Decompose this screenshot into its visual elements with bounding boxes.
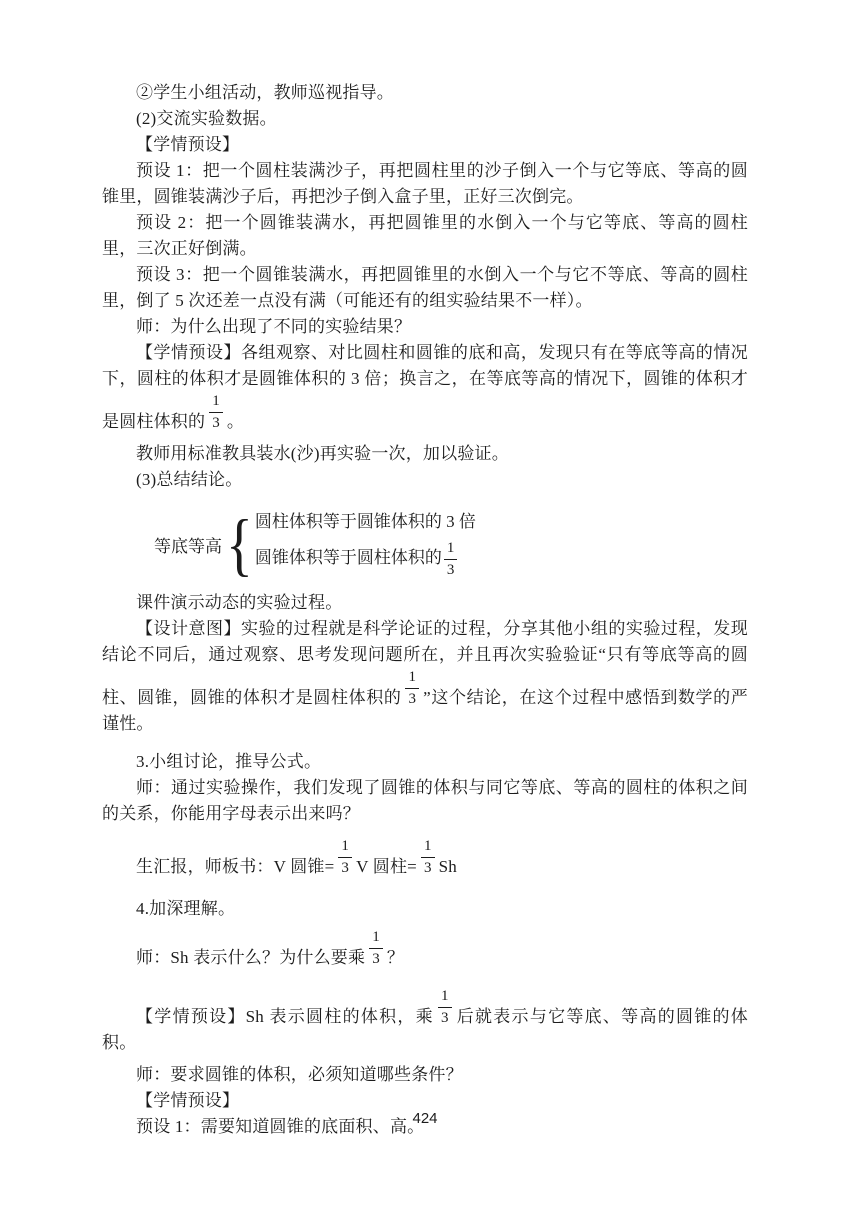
teacher-verify-note: 教师用标准教具装水(沙)再实验一次，加以验证。	[136, 444, 509, 463]
xueqing-analysis-text: 【学情预设】各组观察、对比圆柱和圆锥的底和高，发现只有在等底等高的情况下，圆柱的体积才是圆锥体积的 3 倍；换言之，在等底等高的情况下，圆锥的体积才是圆柱体积的	[102, 343, 748, 431]
brace-item-cone	[255, 539, 476, 580]
xueqing-sh-paragraph	[102, 987, 748, 1056]
yushe-conditions: 预设 1：需要知道圆锥的底面积、高。	[136, 1117, 425, 1136]
one-third-fraction: $\frac{1}{3}$	[369, 928, 383, 969]
design-intent-paragraph	[102, 616, 748, 737]
design-intent-text: 【设计意图】实验的过程就是科学论证的过程，分享其他小组的实验过程，发现结论不同后，通过观察、思考发现问题所在，并且再次实验验证“只有等底等高的圆柱、圆锥，圆锥的体积才是圆柱体积的	[102, 619, 748, 707]
teacher-question-results: 师：为什么出现了不同的实验结果？	[136, 317, 412, 336]
xueqing-label-2: 【学情预设】	[136, 1091, 240, 1110]
one-third-fraction: $\frac{1}{3}$	[421, 837, 435, 878]
brace-item-cylinder: 圆柱体积等于圆锥体积的 3 倍	[254, 512, 476, 531]
formula-line	[102, 837, 748, 880]
document-body	[102, 80, 748, 1140]
step-3-discussion: 3.小组讨论，推导公式。	[136, 752, 322, 771]
teacher-question-sh-mark: ？	[386, 948, 405, 967]
teacher-question-conditions: 师：要求圆锥的体积，必须知道哪些条件？	[136, 1065, 463, 1084]
formula-lead: 生汇报，师板书：V 圆锥=	[136, 857, 335, 876]
formula-mid: V 圆柱=	[356, 857, 417, 876]
brace-label: 等底等高	[154, 537, 222, 556]
one-third-fraction: $\frac{1}{3}$	[338, 837, 352, 878]
one-third-fraction: $\frac{1}{3}$	[444, 539, 458, 580]
step-4-understanding: 4.加深理解。	[136, 899, 236, 918]
yushe-1-paragraph: 预设 1：把一个圆柱装满沙子，再把圆柱里的沙子倒入一个与它等底、等高的圆锥里，圆锥装满沙子后，再把沙子倒入盒子里，正好三次倒完。	[102, 161, 748, 206]
left-brace-glyph: {	[226, 505, 253, 584]
yushe-2-paragraph: 预设 2：把一个圆锥装满水，再把圆锥里的水倒入一个与它等底、等高的圆柱里，三次正好倒满。	[102, 213, 748, 258]
design-intent-closing: ”这个结论，在这个过程中感悟到数学的严谨性。	[102, 688, 748, 733]
conclusion-brace-block	[154, 505, 748, 584]
teacher-question-sh	[102, 928, 748, 971]
activity-step-note: ②学生小组活动，教师巡视指导。	[136, 83, 394, 102]
teacher-question-formula: 师：通过实验操作，我们发现了圆锥的体积与同它等底、等高的圆柱的体积之间的关系，你能用字母表示出来吗？	[102, 778, 748, 823]
yushe-3-paragraph: 预设 3：把一个圆锥装满水，再把圆锥里的水倒入一个与它不等底、等高的圆柱里，倒了 5 次还差一点没有满（可能还有的组实验结果不一样）。	[102, 265, 748, 310]
xueqing-sh-text: 【学情预设】Sh 表示圆柱的体积，乘	[136, 1007, 434, 1026]
page-number: 424	[412, 1110, 438, 1127]
one-third-fraction: $\frac{1}{3}$	[405, 668, 419, 709]
teacher-question-sh-text: 师：Sh 表示什么？为什么要乘	[136, 948, 366, 967]
brace-item-cone-text: 圆锥体积等于圆柱体积的	[254, 548, 442, 567]
xueqing-sh-tail: 后就表示与它等底、等高的圆锥的体积。	[102, 1007, 748, 1052]
exchange-data-step: (2)交流实验数据。	[136, 109, 277, 128]
xueqing-analysis-paragraph	[102, 340, 748, 435]
summary-step: (3)总结结论。	[136, 470, 243, 489]
xueqing-label-1: 【学情预设】	[136, 135, 240, 154]
xueqing-analysis-period: 。	[226, 412, 245, 431]
courseware-note: 课件演示动态的实验过程。	[136, 593, 343, 612]
brace-items	[255, 509, 476, 580]
formula-sh: Sh	[438, 857, 457, 876]
one-third-fraction: $\frac{1}{3}$	[438, 987, 452, 1028]
one-third-fraction: $\frac{1}{3}$	[209, 392, 223, 433]
